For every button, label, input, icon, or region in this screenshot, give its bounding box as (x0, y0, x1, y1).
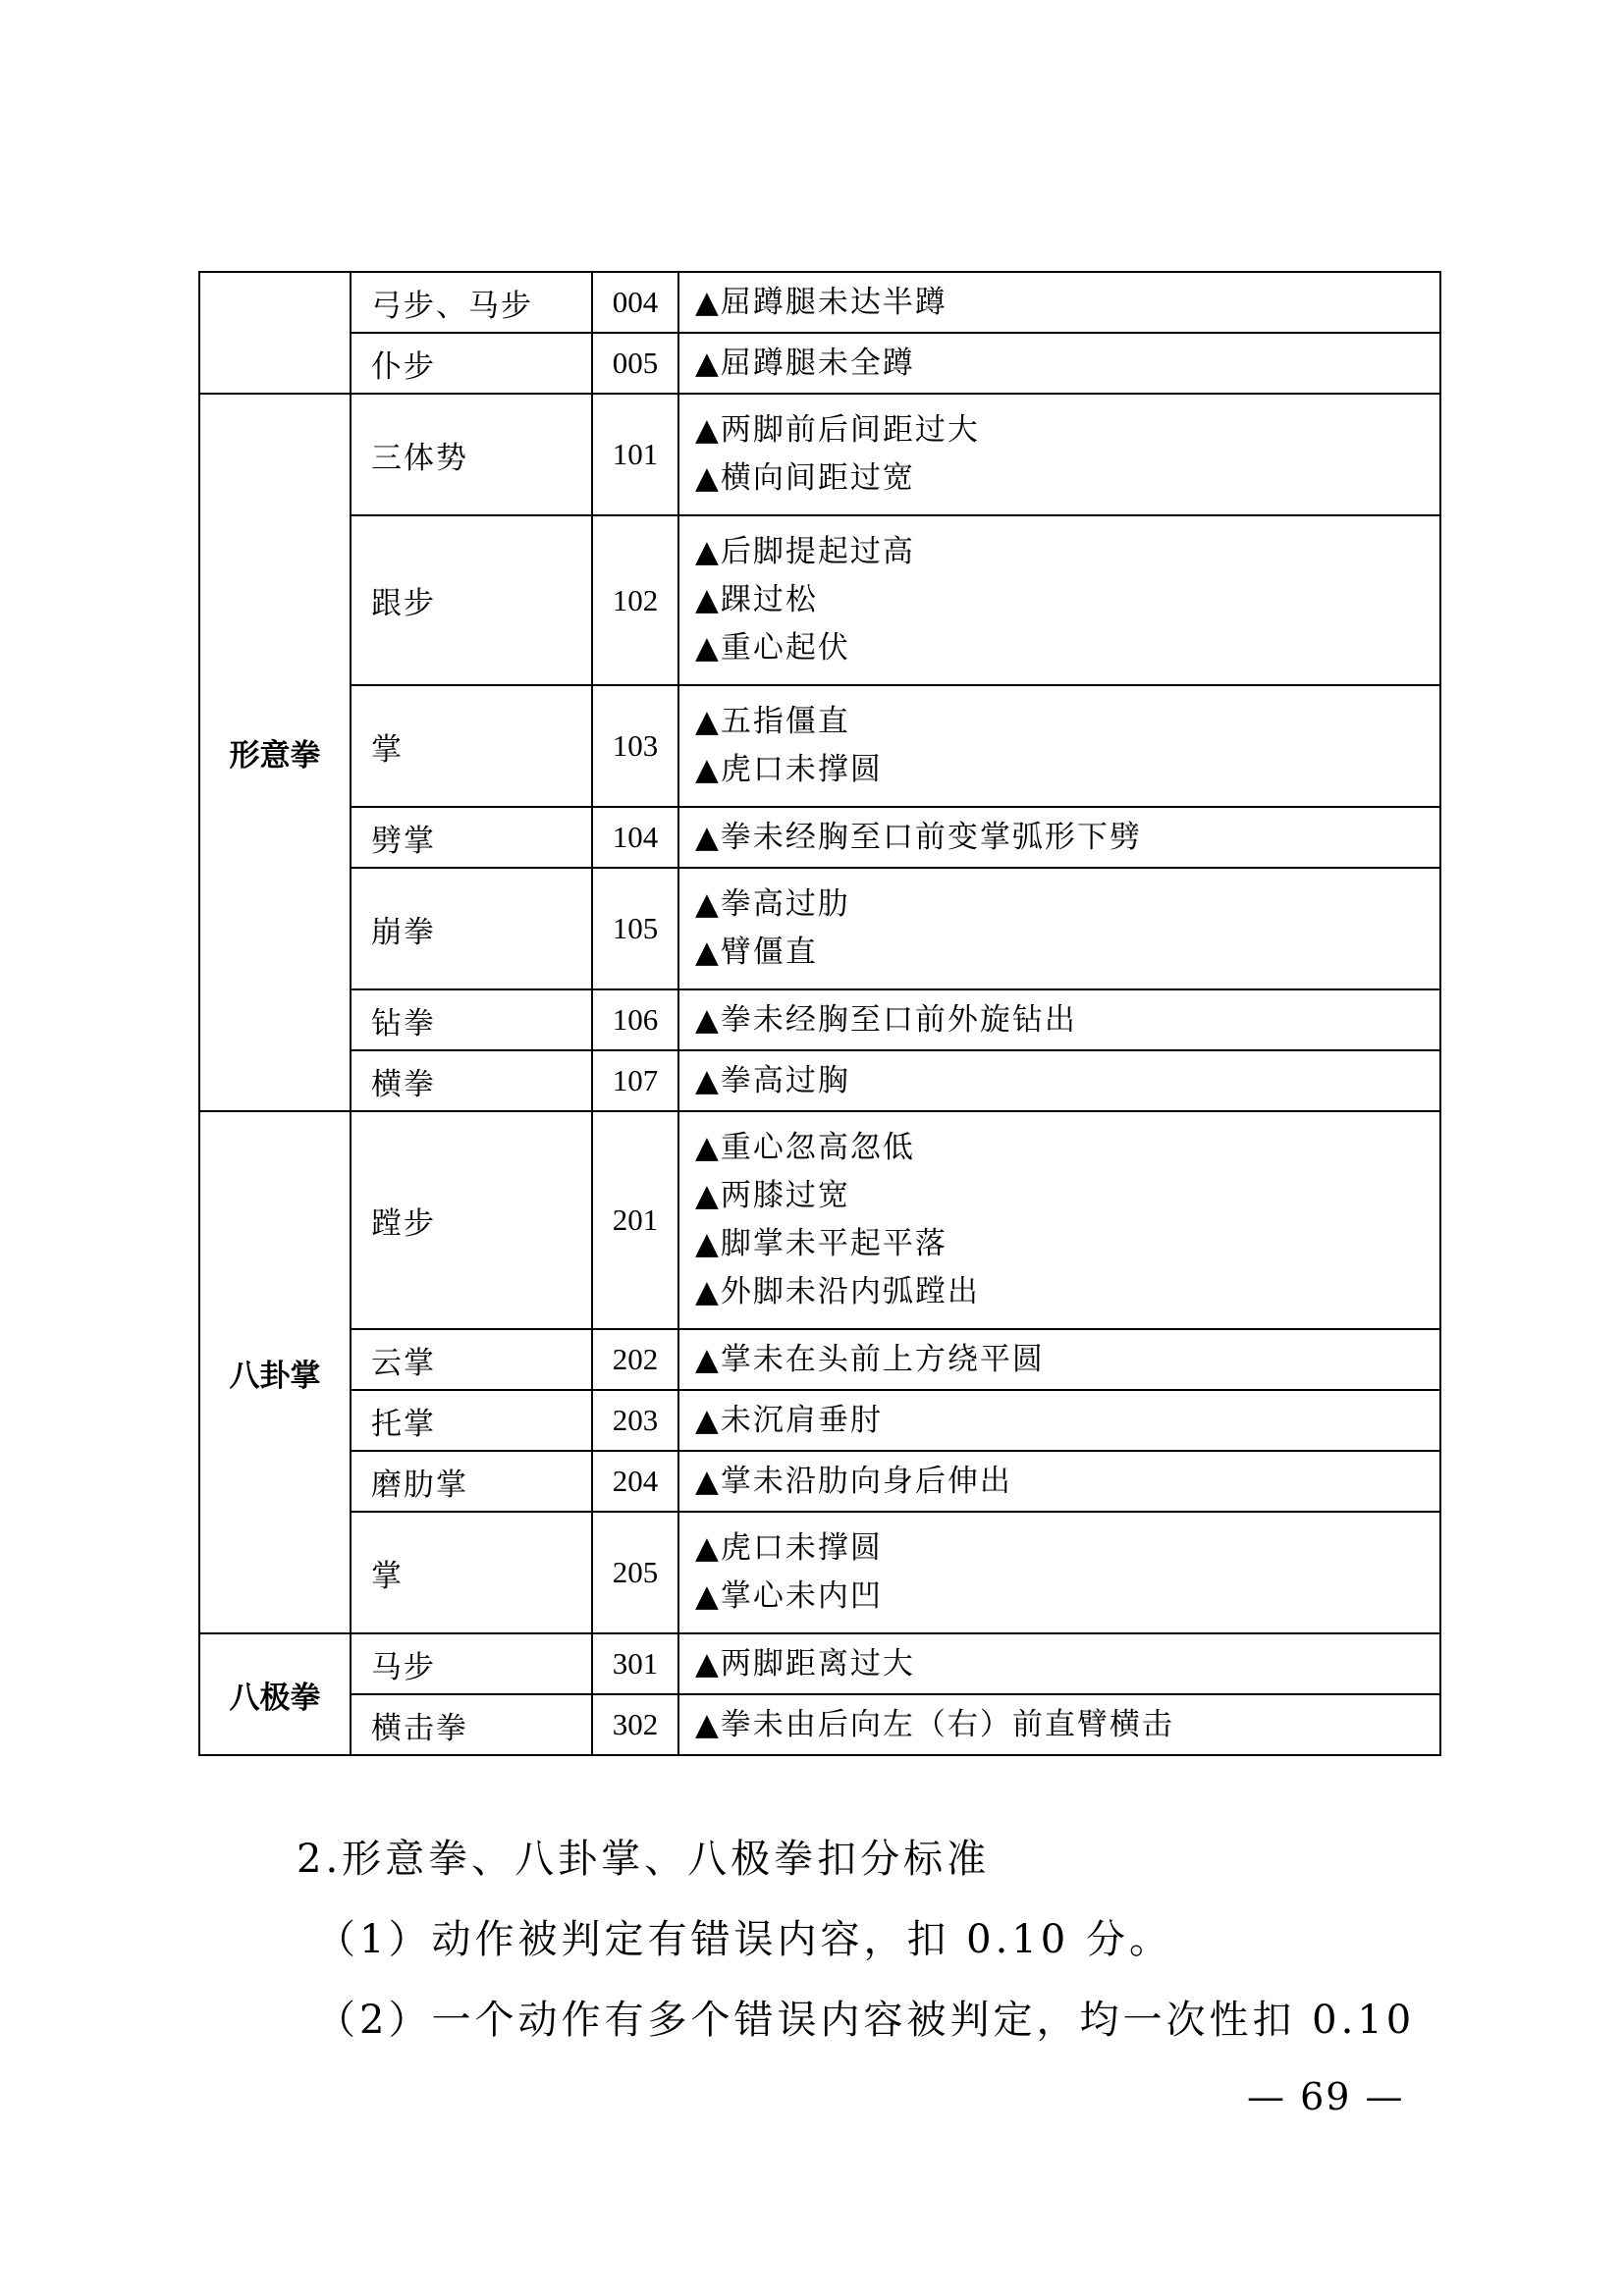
error-list (678, 515, 1440, 685)
error-item: ▲掌未沿肋向身后伸出 (695, 1463, 1012, 1499)
table-row (199, 1111, 1440, 1329)
error-item: ▲重心忽高忽低 (695, 1130, 915, 1165)
error-item: ▲拳高过肋 (695, 886, 850, 922)
movement-name: 弓步、马步 (351, 272, 592, 333)
error-list (678, 685, 1440, 807)
movement-name: 仆步 (351, 333, 592, 394)
error-item: ▲外脚未沿内弧蹚出 (695, 1274, 980, 1309)
error-list (678, 989, 1440, 1050)
error-item: ▲拳未由后向左（右）前直臂横击 (695, 1706, 1174, 1742)
movement-code: 104 (592, 807, 678, 868)
group-cell (199, 272, 351, 394)
table-row (199, 1512, 1440, 1633)
error-item: ▲两脚距离过大 (695, 1645, 915, 1682)
page-number: — 69 — (1247, 2075, 1405, 2118)
movement-code: 302 (592, 1694, 678, 1755)
movement-name: 马步 (351, 1633, 592, 1694)
movement-code: 103 (592, 685, 678, 807)
table-row (199, 1451, 1440, 1512)
table-row (199, 1390, 1440, 1451)
movement-code: 205 (592, 1512, 678, 1633)
error-list (678, 1329, 1440, 1390)
table-row (199, 333, 1440, 394)
error-item: ▲虎口未撑圆 (695, 1530, 883, 1566)
movement-code: 004 (592, 272, 678, 333)
table-row (199, 989, 1440, 1050)
error-list (678, 1694, 1440, 1755)
error-item: ▲横向间距过宽 (695, 460, 915, 496)
rule-item-1: （1）动作被判定有错误内容，扣 0.10 分。 (316, 1917, 1172, 1962)
movement-code: 201 (592, 1111, 678, 1329)
table-row (199, 272, 1440, 333)
error-item: ▲屈蹲腿未全蹲 (695, 345, 915, 381)
error-item: ▲拳高过胸 (695, 1062, 850, 1098)
error-item: ▲五指僵直 (695, 704, 850, 739)
error-item: ▲踝过松 (695, 582, 818, 617)
table-row (199, 394, 1440, 515)
movement-code: 204 (592, 1451, 678, 1512)
movement-code: 105 (592, 868, 678, 989)
error-list (678, 807, 1440, 868)
movement-name: 蹚步 (351, 1111, 592, 1329)
table-row (199, 1633, 1440, 1694)
error-item: ▲脚掌未平起平落 (695, 1226, 947, 1261)
movement-code: 102 (592, 515, 678, 685)
error-item: ▲两脚前后间距过大 (695, 412, 980, 448)
movement-code: 203 (592, 1390, 678, 1451)
error-item: ▲两膝过宽 (695, 1178, 850, 1213)
group-cell: 八极拳 (199, 1633, 351, 1755)
movement-name: 劈掌 (351, 807, 592, 868)
deduction-table (198, 271, 1441, 1756)
error-list (678, 1111, 1440, 1329)
error-item: ▲拳未经胸至口前变掌弧形下劈 (695, 819, 1142, 855)
error-list (678, 1390, 1440, 1451)
error-item: ▲臂僵直 (695, 934, 818, 970)
error-list (678, 333, 1440, 394)
error-item: ▲掌心未内凹 (695, 1578, 883, 1614)
group-cell: 八卦掌 (199, 1111, 351, 1633)
deduction-table-body (199, 272, 1440, 1755)
error-list (678, 1451, 1440, 1512)
movement-code: 005 (592, 333, 678, 394)
movement-code: 107 (592, 1050, 678, 1111)
error-item: ▲重心起伏 (695, 630, 850, 666)
table-row (199, 1050, 1440, 1111)
table-row (199, 515, 1440, 685)
table-row (199, 685, 1440, 807)
movement-name: 磨肋掌 (351, 1451, 592, 1512)
error-list (678, 1512, 1440, 1633)
movement-name: 掌 (351, 1512, 592, 1633)
error-item: ▲屈蹲腿未达半蹲 (695, 284, 947, 320)
error-item: ▲后脚提起过高 (695, 534, 915, 569)
movement-code: 106 (592, 989, 678, 1050)
error-list (678, 1050, 1440, 1111)
movement-name: 横拳 (351, 1050, 592, 1111)
movement-code: 101 (592, 394, 678, 515)
table-row (199, 807, 1440, 868)
movement-code: 202 (592, 1329, 678, 1390)
rule-item-2: （2）一个动作有多个错误内容被判定，均一次性扣 0.10 (316, 1998, 1416, 2043)
movement-name: 崩拳 (351, 868, 592, 989)
error-item: ▲虎口未撑圆 (695, 752, 883, 787)
movement-name: 横击拳 (351, 1694, 592, 1755)
movement-name: 跟步 (351, 515, 592, 685)
error-item: ▲掌未在头前上方绕平圆 (695, 1341, 1045, 1377)
error-list (678, 1633, 1440, 1694)
section-heading: 2.形意拳、八卦掌、八极拳扣分标准 (297, 1837, 991, 1882)
error-item: ▲未沉肩垂肘 (695, 1402, 883, 1438)
table-row (199, 1329, 1440, 1390)
movement-name: 三体势 (351, 394, 592, 515)
movement-name: 掌 (351, 685, 592, 807)
table-row (199, 1694, 1440, 1755)
group-cell: 形意拳 (199, 394, 351, 1111)
error-list (678, 868, 1440, 989)
error-item: ▲拳未经胸至口前外旋钻出 (695, 1001, 1077, 1038)
error-list (678, 394, 1440, 515)
table-row (199, 868, 1440, 989)
movement-name: 托掌 (351, 1390, 592, 1451)
error-list (678, 272, 1440, 333)
movement-code: 301 (592, 1633, 678, 1694)
movement-name: 钻拳 (351, 989, 592, 1050)
movement-name: 云掌 (351, 1329, 592, 1390)
